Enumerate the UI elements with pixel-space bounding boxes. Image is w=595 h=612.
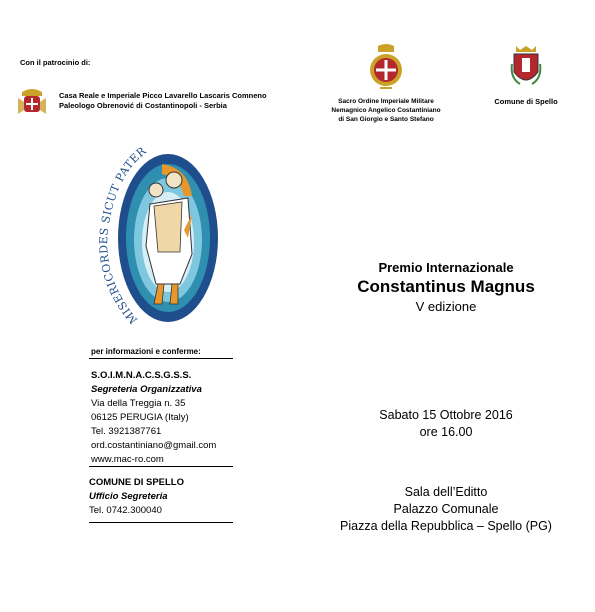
jubilee-logo	[96, 134, 224, 339]
org-address1: Via della Treggia n. 35	[91, 398, 186, 409]
venue-building: Palazzo Comunale	[393, 502, 499, 516]
contacts-divider-bottom	[89, 522, 233, 523]
org-office: Segreteria Organizzativa	[91, 384, 202, 395]
prize-edition: V edizione	[415, 299, 477, 314]
event-venue	[318, 484, 574, 535]
org-address2: 06125 PERUGIA (Italy)	[91, 412, 189, 423]
contacts-block	[91, 369, 216, 467]
order-line3: di San Giorgio e Santo Stefano	[338, 116, 434, 123]
prize-label: Premio Internazionale	[378, 260, 514, 275]
prize-name: Constantinus Magnus	[357, 277, 535, 296]
venue-room: Sala dell’Editto	[404, 485, 488, 499]
comune-name: COMUNE DI SPELLO	[89, 477, 185, 488]
order-line2: Nemagnico Angelico Costantiniano	[331, 107, 441, 114]
comune-label: Comune di Spello	[494, 97, 558, 106]
royal-crest-icon	[16, 86, 48, 118]
patronage-intro: Con il patrocinio di:	[20, 58, 91, 67]
event-date: Sabato 15 Ottobre 2016	[379, 408, 513, 422]
org-phone: Tel. 3921387761	[91, 426, 162, 437]
org-name: S.O.I.M.N.A.C.S.G.S.S.	[91, 370, 192, 381]
logo-motto: MISERICORDES SICUT PATER	[97, 144, 149, 327]
event-title-block	[318, 260, 574, 316]
spello-crest-icon	[510, 44, 542, 90]
comune-office: Ufficio Segreteria	[89, 491, 168, 502]
royal-house-line1: Casa Reale e Imperiale Picco Lavarello Lascaris Comneno	[59, 91, 267, 100]
comune-block	[89, 476, 184, 518]
venue-address: Piazza della Repubblica – Spello (PG)	[340, 519, 552, 533]
order-line1: Sacro Ordine Imperiale Militare	[338, 98, 434, 105]
order-crest-icon	[366, 42, 406, 92]
event-time: ore 16.00	[419, 425, 473, 439]
event-datetime	[318, 407, 574, 441]
contacts-divider-mid	[89, 466, 233, 467]
org-email[interactable]: ord.costantiniano@gmail.com	[91, 440, 217, 451]
contacts-divider-top	[89, 358, 233, 359]
order-name	[318, 97, 454, 124]
contacts-header: per informazioni e conferme:	[91, 347, 201, 356]
org-website[interactable]: www.mac-ro.com	[91, 454, 164, 465]
royal-house-line2: Paleologo Obrenović di Costantinopoli - Serbia	[59, 101, 227, 110]
comune-phone: Tel. 0742.300040	[89, 505, 162, 516]
